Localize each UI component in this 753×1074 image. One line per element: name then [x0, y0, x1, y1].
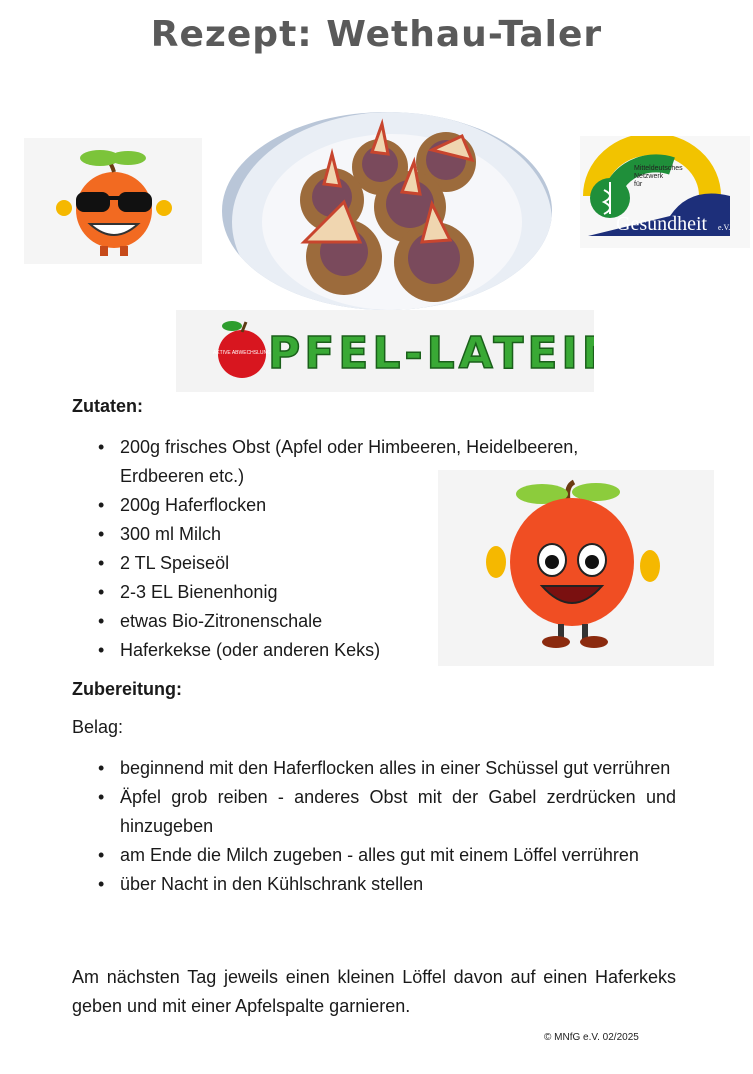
preparation-subheading: Belag:: [72, 717, 124, 737]
mnfg-logo: [580, 136, 750, 248]
logo-line1: Mitteldeutsches: [634, 165, 683, 172]
banner-brand: PFEL-LATEIN: [268, 328, 594, 379]
apfel-latein-banner: [176, 310, 594, 392]
list-item: • über Nacht in den Kühlschrank stellen: [72, 870, 676, 899]
apple-mascot-thumbsup: [438, 470, 714, 666]
list-item-text: 200g frisches Obst (Apfel oder Himbeeren, Heidelbeeren,: [120, 437, 579, 457]
preparation-heading: Zubereitung:: [72, 679, 182, 699]
copyright-note: © MNfG e.V. 02/2025: [544, 1032, 639, 1043]
final-paragraph: Am nächsten Tag jeweils einen kleinen Löffel davon auf einen Haferkeks geben und mit einer Apfelspalte garnieren.: [72, 967, 676, 1016]
list-item: • 200g Haferflocken: [72, 491, 632, 520]
list-item-text-cont: Erdbeeren etc.): [120, 466, 245, 486]
logo-line2: Netzwerk: [634, 173, 664, 180]
logo-name: Gesundheit: [616, 213, 708, 235]
banner-apple-text: AKTIVE ABWECHSLUNG: [212, 350, 272, 356]
preparation-steps: [72, 754, 676, 899]
list-item: • 300 ml Milch: [72, 520, 632, 549]
logo-line3: für: [634, 181, 643, 188]
list-item: • Haferkekse (oder anderen Keks): [72, 636, 632, 665]
list-item: • beginnend mit den Haferflocken alles in einer Schüssel gut verrühren: [72, 754, 676, 783]
logo-suffix: e.V.: [718, 223, 731, 232]
list-item: • etwas Bio-Zitronenschale: [72, 607, 632, 636]
list-item: • am Ende die Milch zugeben - alles gut mit einem Löffel verrühren: [72, 841, 676, 870]
apple-mascot-sunglasses: [24, 138, 202, 264]
page-title: Rezept: Wethau-Taler: [150, 14, 603, 55]
recipe-photo: [222, 112, 552, 310]
list-item: • 2 TL Speiseöl: [72, 549, 632, 578]
list-item: • 2-3 EL Bienenhonig: [72, 578, 632, 607]
ingredients-heading: Zutaten:: [72, 396, 143, 416]
list-item: • Äpfel grob reiben - anderes Obst mit der Gabel zerdrücken und hinzugeben: [72, 783, 676, 841]
